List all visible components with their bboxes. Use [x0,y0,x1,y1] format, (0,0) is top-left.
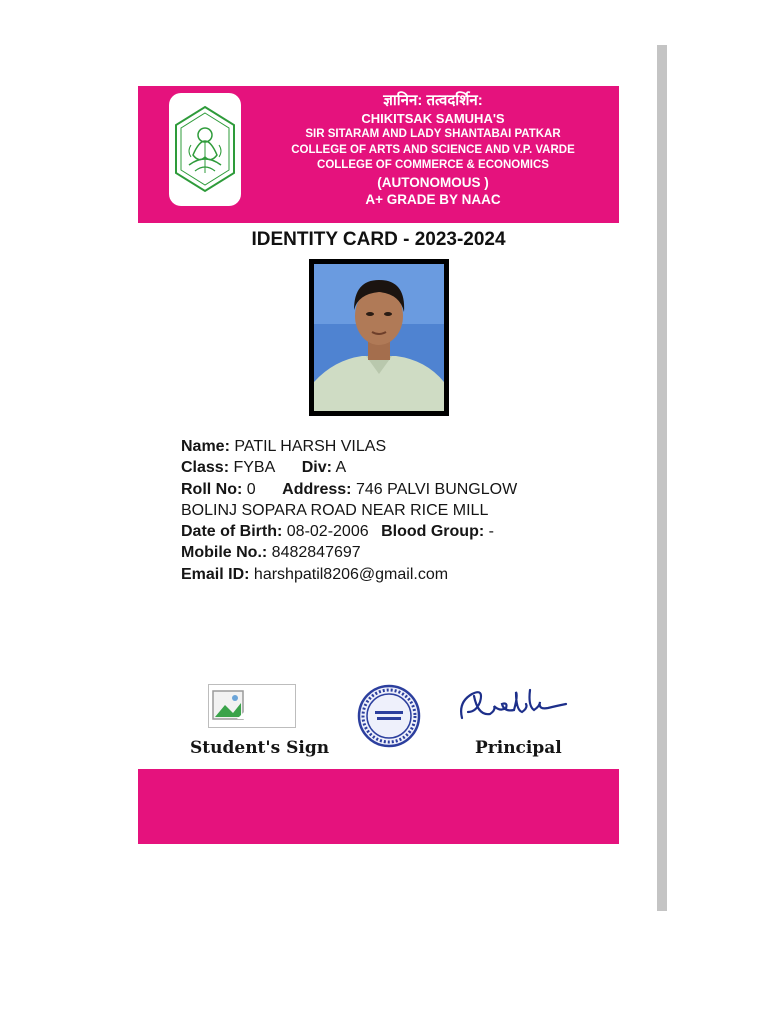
student-blood-group: - [488,523,494,541]
organization-name: CHIKITSAK SAMUHA'S [361,111,505,126]
card-title: IDENTITY CARD - 2023-2024 [251,229,506,250]
roll-label: Roll No: [181,480,243,498]
college-name-line-3: COLLEGE OF COMMERCE & ECONOMICS [317,159,549,171]
college-name-line-2: COLLEGE OF ARTS AND SCIENCE AND V.P. VARDE [291,143,575,156]
address-line-2-row [181,500,611,521]
student-signature-image [208,684,296,728]
college-heading [268,91,598,208]
student-photo [309,259,449,416]
page-scrollbar[interactable] [657,45,667,911]
student-div: A [335,459,347,477]
student-dob: 08-02-2006 [286,523,369,541]
div-label: Div: [301,459,332,477]
principal-label: Principal [475,738,562,758]
college-motto: ज्ञानिन: तत्वदर्शिन: [383,92,483,109]
naac-grade: A+ GRADE BY NAAC [365,191,501,207]
class-label: Class: [181,459,230,477]
dob-label: Date of Birth: [181,523,283,541]
autonomous-label: (AUTONOMOUS ) [377,174,489,190]
college-stamp-icon [357,684,421,748]
broken-image-icon [211,689,251,723]
address-label: Address: [282,480,352,498]
class-row [181,457,611,478]
address-line-2: BOLINJ SOPARA ROAD NEAR RICE MILL [181,501,489,519]
student-sign-label: Student's Sign [190,738,330,758]
roll-address-row [181,479,611,500]
blood-group-label: Blood Group: [381,523,485,541]
student-roll: 0 [246,480,256,498]
name-row [181,436,611,457]
dob-blood-row [181,521,611,542]
address-line-1: 746 PALVI BUNGLOW [355,480,518,498]
principal-signature [456,682,576,726]
mobile-row [181,542,611,563]
college-name-line-1: SIR SITARAM AND LADY SHANTABAI PATKAR [305,128,561,140]
card-footer [138,769,619,844]
college-logo [169,93,241,206]
name-label: Name: [181,438,230,455]
college-emblem-icon [173,105,237,193]
email-label: Email ID: [181,565,250,583]
student-name: PATIL HARSH VILAS [234,438,387,455]
identity-card [138,86,619,844]
student-details [181,436,611,585]
student-mobile: 8482847697 [271,544,361,562]
card-header [138,86,619,223]
student-class: FYBA [233,459,276,477]
student-email: harshpatil8206@gmail.com [253,565,449,583]
mobile-label: Mobile No.: [181,544,268,562]
email-row [181,564,611,585]
